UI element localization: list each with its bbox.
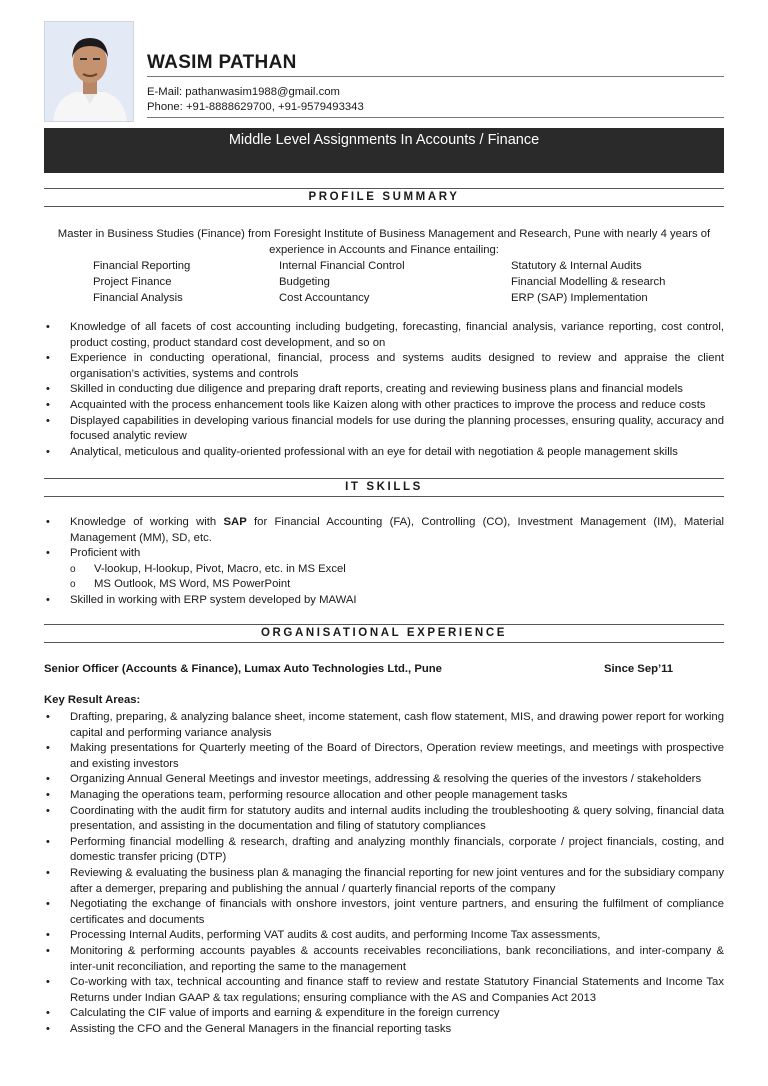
list-item: • Making presentations for Quarterly meeting of the Board of Directors, Operation review meetings, and meetings with prospective and existing investors xyxy=(44,741,724,772)
section-heading-it-skills: IT SKILLS xyxy=(44,478,724,497)
list-item: • Drafting, preparing, & analyzing balance sheet, income statement, cash flow statement, MIS, and drawing power report for working capital and performing variance analysis xyxy=(44,710,724,741)
profile-bullets xyxy=(44,320,724,460)
list-item: • Knowledge of all facets of cost accounting including budgeting, forecasting, financial analysis, variance reporting, cost control, product costing, product standard cost development, and so on xyxy=(44,320,724,351)
kra-bullets xyxy=(44,710,724,1037)
core-area: Financial Analysis xyxy=(93,292,183,304)
section-heading-experience: ORGANISATIONAL EXPERIENCE xyxy=(44,624,724,643)
section-heading-profile-summary: PROFILE SUMMARY xyxy=(44,188,724,207)
list-item: • Reviewing & evaluating the business plan & managing the financial reporting for new joint ventures and for the subsidiary company after a demerger, preparing and publishing the annual / quarterly financial reports of the company xyxy=(44,866,724,897)
list-item: • Processing Internal Audits, performing VAT audits & cost audits, and performing Income Tax assessments, xyxy=(44,928,724,944)
list-item: • Skilled in working with ERP system developed by MAWAI xyxy=(44,593,724,609)
job-header xyxy=(44,663,724,675)
list-item xyxy=(44,515,724,546)
sub-list xyxy=(70,562,724,593)
core-area: Budgeting xyxy=(279,276,330,288)
sub-list-item: o V-lookup, H-lookup, Pivot, Macro, etc. in MS Excel xyxy=(70,562,724,578)
list-item: • Analytical, meticulous and quality-oriented professional with an eye for detail with negotiation & people management skills xyxy=(44,445,724,461)
proficient-label: Proficient with xyxy=(70,547,141,560)
core-area: Cost Accountancy xyxy=(279,292,370,304)
core-areas-row xyxy=(93,258,724,274)
divider xyxy=(147,76,724,77)
profile-intro: Master in Business Studies (Finance) from Foresight Institute of Business Management and Research, Pune with nearly 4 years of experience in Accounts and Finance entailing: xyxy=(57,228,711,256)
core-areas-row xyxy=(93,290,724,306)
list-item: • Assisting the CFO and the General Managers in the financial reporting tasks xyxy=(44,1022,724,1038)
core-area: Internal Financial Control xyxy=(279,260,405,272)
list-item: • Acquainted with the process enhancement tools like Kaizen along with other practices to improve the process and reduce costs xyxy=(44,398,724,414)
job-since: Since Sep’11 xyxy=(604,663,674,675)
core-area: Statutory & Internal Audits xyxy=(511,260,642,272)
list-item: • Displayed capabilities in developing various financial models for use during the planning processes, ensuring quality, accuracy and focused analytic review xyxy=(44,414,724,445)
list-item: • Performing financial modelling & research, drafting and analyzing monthly financials, corporate / project financials, costing, and domestic transfer pricing (DTP) xyxy=(44,835,724,866)
job-title: Senior Officer (Accounts & Finance), Lumax Auto Technologies Ltd., Pune xyxy=(44,663,442,675)
kra-label: Key Result Areas: xyxy=(44,694,141,706)
profile-photo xyxy=(44,21,134,122)
core-area: Financial Reporting xyxy=(93,260,191,272)
core-area: ERP (SAP) Implementation xyxy=(511,292,648,304)
list-item xyxy=(44,546,724,593)
core-area: Project Finance xyxy=(93,276,172,288)
sap-post: for Financial Accounting (FA), Controlling (CO), Investment Management (IM), Material Management (MM), SD, etc. xyxy=(70,516,724,544)
phone: Phone: +91-8888629700, +91-9579493343 xyxy=(147,101,364,113)
sap-pre: Knowledge of working with xyxy=(70,516,224,528)
list-item: • Skilled in conducting due diligence and preparing draft reports, creating and reviewing business plans and financial models xyxy=(44,382,724,398)
list-item: • Monitoring & performing accounts payables & accounts receivables reconciliations, bank reconciliations, and inter-company & inter-unit reconciliation, and reporting the same to the management xyxy=(44,944,724,975)
list-item: • Negotiating the exchange of financials with onshore investors, joint venture partners, and ensuring the fulfilment of compliance certificates and documents xyxy=(44,897,724,928)
sub-list-item: o MS Outlook, MS Word, MS PowerPoint xyxy=(70,577,724,593)
list-item: • Managing the operations team, performing resource allocation and other people management tasks xyxy=(44,788,724,804)
it-skills-bullets xyxy=(44,515,724,609)
core-area: Financial Modelling & research xyxy=(511,276,666,288)
core-areas-grid xyxy=(93,258,724,306)
list-item: • Experience in conducting operational, financial, process and systems audits designed to review and appraise the client organisation’s activities, systems and controls xyxy=(44,351,724,382)
list-item: • Co-working with tax, technical accounting and finance staff to review and restate Statutory Financial Statements and Income Tax Returns under Indian GAAP & tax regulations; ensuring compliance with the AS and Companies Act 2013 xyxy=(44,975,724,1006)
sap-label: SAP xyxy=(223,516,247,528)
candidate-name: WASIM PATHAN xyxy=(147,52,297,73)
list-item: • Coordinating with the audit firm for statutory audits and internal audits including the troubleshooting & query solving, financial data presentation, and assisting in the documentation and filing of statutory compliances xyxy=(44,804,724,835)
list-item: • Calculating the CIF value of imports and earning & expenditure in the foreign currency xyxy=(44,1006,724,1022)
list-item: • Organizing Annual General Meetings and investor meetings, addressing & resolving the queries of the investors / stakeholders xyxy=(44,772,724,788)
career-objective-banner xyxy=(44,128,724,173)
portrait-image xyxy=(45,22,134,122)
banner-title: Middle Level Assignments In Accounts / Finance xyxy=(228,132,540,148)
core-areas-row xyxy=(93,274,724,290)
divider xyxy=(147,117,724,118)
email: E-Mail: pathanwasim1988@gmail.com xyxy=(147,86,340,98)
contact-block xyxy=(147,85,364,115)
